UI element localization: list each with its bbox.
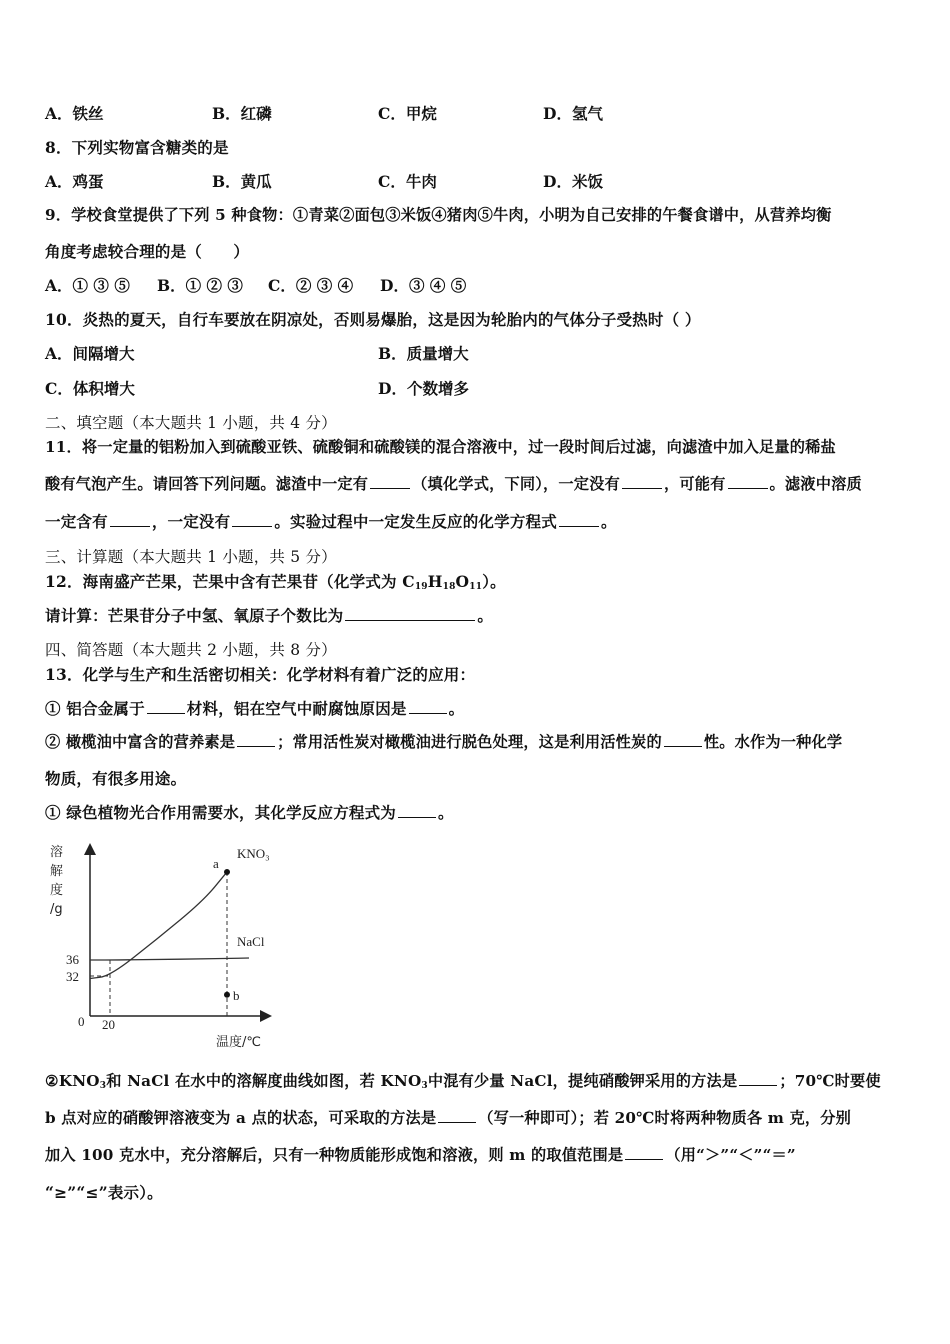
section-3-title: 三、计算题（本大题共 1 小题，共 5 分） [45, 548, 337, 566]
answer-blank[interactable] [409, 699, 447, 714]
answer-blank[interactable] [438, 1108, 476, 1123]
q8-option-d: D．米饭 [543, 172, 603, 191]
q12-text: 。 [477, 606, 494, 625]
q12-text: 12．海南盛产芒果，芒果中含有芒果苷（化学式为 C [45, 572, 415, 591]
x-axis-label: 温度/℃ [216, 1035, 261, 1050]
y-tick-label: 36 [66, 952, 79, 967]
point-b-label: b [233, 987, 240, 1003]
q13-text: ②KNO [45, 1072, 100, 1090]
q7-option-c: C．甲烷 [378, 104, 437, 123]
q12-line2 [45, 604, 493, 626]
q12-line1 [45, 570, 506, 592]
q8-option-c: C．牛肉 [378, 172, 437, 191]
answer-blank[interactable] [625, 1145, 663, 1160]
q13-part4-line2 [45, 1107, 851, 1128]
q13-part4-line4: “≥”“≤”表示）。 [45, 1183, 163, 1202]
answer-blank[interactable] [345, 606, 475, 621]
q7-option-a: A．铁丝 [45, 104, 104, 123]
answer-blank[interactable] [622, 474, 662, 489]
answer-blank[interactable] [232, 512, 272, 527]
q11-text: 。实验过程中一定发生反应的化学方程式 [274, 512, 557, 531]
y-axis-label: 溶解度/g [50, 845, 64, 917]
q9-option-c: C．② ③ ④ [268, 276, 354, 295]
q10-option-b: B．质量增大 [378, 344, 469, 363]
y-tick-label: 32 [66, 969, 79, 984]
q11-line2 [45, 473, 862, 494]
q11-text: 。滤液中溶质 [769, 475, 862, 493]
answer-blank[interactable] [739, 1071, 777, 1086]
q13-text: 加入 100 克水中，充分溶解后，只有一种物质能形成饱和溶液，则 m 的取值范围是 [45, 1146, 624, 1164]
q11-text: 一定含有 [45, 512, 108, 531]
series-nacl-label: NaCl [237, 934, 265, 950]
subscript: 19 [414, 582, 428, 592]
q13-text: ① 铝合金属于 [45, 699, 145, 718]
section-2-title: 二、填空题（本大题共 1 小题，共 4 分） [45, 414, 337, 432]
q13-text: 材料，铝在空气中耐腐蚀原因是 [186, 699, 407, 718]
q13-text: 和 NaCl 在水中的溶解度曲线如图，若 KNO [106, 1072, 422, 1090]
q11-text: （填化学式，下同），一定没有 [412, 475, 620, 493]
q13-text: b 点对应的硝酸钾溶液变为 a 点的状态，可采取的方法是 [45, 1109, 437, 1127]
answer-blank[interactable] [147, 699, 185, 714]
q11-line1: 11．将一定量的铝粉加入到硫酸亚铁、硫酸铜和硫酸镁的混合溶液中，过一段时间后过滤，向滤渣中加入足量的稀盐 [45, 438, 836, 456]
q10-option-d: D．个数增多 [378, 379, 469, 398]
q12-formula: H [427, 572, 443, 591]
q11-text: ，一定没有 [151, 512, 231, 531]
q13-part4-line3 [45, 1144, 796, 1165]
q8-option-a: A．鸡蛋 [45, 172, 104, 191]
solubility-chart [44, 836, 294, 1051]
q13-text: ；70℃时要使 [779, 1072, 881, 1090]
q12-text: 请计算：芒果苷分子中氢、氧原子个数比为 [45, 606, 344, 625]
q13-text: 中混有少量 NaCl，提纯硝酸钾采用的方法是 [427, 1072, 738, 1090]
q13-text: ；常用活性炭对橄榄油进行脱色处理，这是利用活性炭的 [277, 733, 662, 751]
subscript: 11 [469, 582, 483, 592]
q9-option-b: B．① ② ③ [157, 276, 243, 295]
answer-blank[interactable] [237, 732, 275, 747]
x-tick-label: 20 [102, 1017, 115, 1032]
q13-part3 [45, 801, 454, 823]
point-a [224, 869, 230, 875]
answer-blank[interactable] [559, 512, 599, 527]
q9-option-d: D．③ ④ ⑤ [380, 276, 467, 295]
q11-text: 酸有气泡产生。请回答下列问题。滤渣中一定有 [45, 475, 369, 493]
q10-stem: 10．炎热的夏天，自行车要放在阴凉处，否则易爆胎，这是因为轮胎内的气体分子受热时（ ） [45, 310, 701, 329]
q12-formula: O [455, 572, 470, 591]
answer-blank[interactable] [110, 512, 150, 527]
series-nacl-line [90, 958, 249, 960]
q13-text: （用“＞”“＜”“＝” [665, 1146, 796, 1164]
q13-part1 [45, 697, 464, 719]
q12-text: ）。 [482, 572, 506, 591]
series-kno3-line [90, 872, 227, 979]
origin-label: 0 [78, 1014, 85, 1029]
series-kno3-label: KNO₃ [237, 845, 270, 861]
q13-text: 性。水作为一种化学 [703, 733, 843, 751]
answer-blank[interactable] [728, 474, 768, 489]
point-b [224, 992, 230, 998]
subscript: 18 [442, 582, 456, 592]
subscript: 3 [421, 1081, 428, 1091]
point-a-label: a [213, 855, 219, 871]
q13-text: （写一种即可）；若 20℃时将两种物质各 m 克，分别 [478, 1109, 852, 1127]
answer-blank[interactable] [398, 803, 436, 818]
q9-option-a: A．① ③ ⑤ [45, 276, 130, 295]
q8-option-b: B．黄瓜 [212, 172, 272, 191]
q13-part2-line2: 物质，有很多用途。 [45, 769, 187, 788]
q13-part4-line1 [45, 1070, 881, 1091]
q13-part2 [45, 731, 842, 752]
q13-stem: 13．化学与生产和生活密切相关：化学材料有着广泛的应用： [45, 665, 476, 684]
q7-option-b: B．红磷 [212, 104, 272, 123]
q11-text: 。 [600, 512, 617, 531]
q10-option-c: C．体积增大 [45, 379, 135, 398]
q8-stem: 8．下列实物富含糖类的是 [45, 138, 229, 157]
section-4-title: 四、简答题（本大题共 2 小题，共 8 分） [45, 641, 337, 659]
q13-text: ② 橄榄油中富含的营养素是 [45, 733, 236, 751]
q13-text: ① 绿色植物光合作用需要水，其化学反应方程式为 [45, 803, 396, 822]
answer-blank[interactable] [664, 732, 702, 747]
subscript: 3 [99, 1081, 107, 1091]
q10-option-a: A．间隔增大 [45, 344, 135, 363]
q9-stem-line1: 9．学校食堂提供了下列 5 种食物：①青菜②面包③米饭④猪肉⑤牛肉，小明为自己安排的午餐食谱中，从营养均衡 [45, 206, 832, 224]
q7-option-d: D．氢气 [543, 104, 603, 123]
q11-text: ，可能有 [663, 475, 726, 493]
q13-text: 。 [438, 803, 454, 822]
q9-stem-line2: 角度考虑较合理的是（ ） [45, 242, 250, 261]
q13-text: 。 [448, 699, 465, 718]
answer-blank[interactable] [370, 474, 410, 489]
q11-line3 [45, 510, 617, 532]
